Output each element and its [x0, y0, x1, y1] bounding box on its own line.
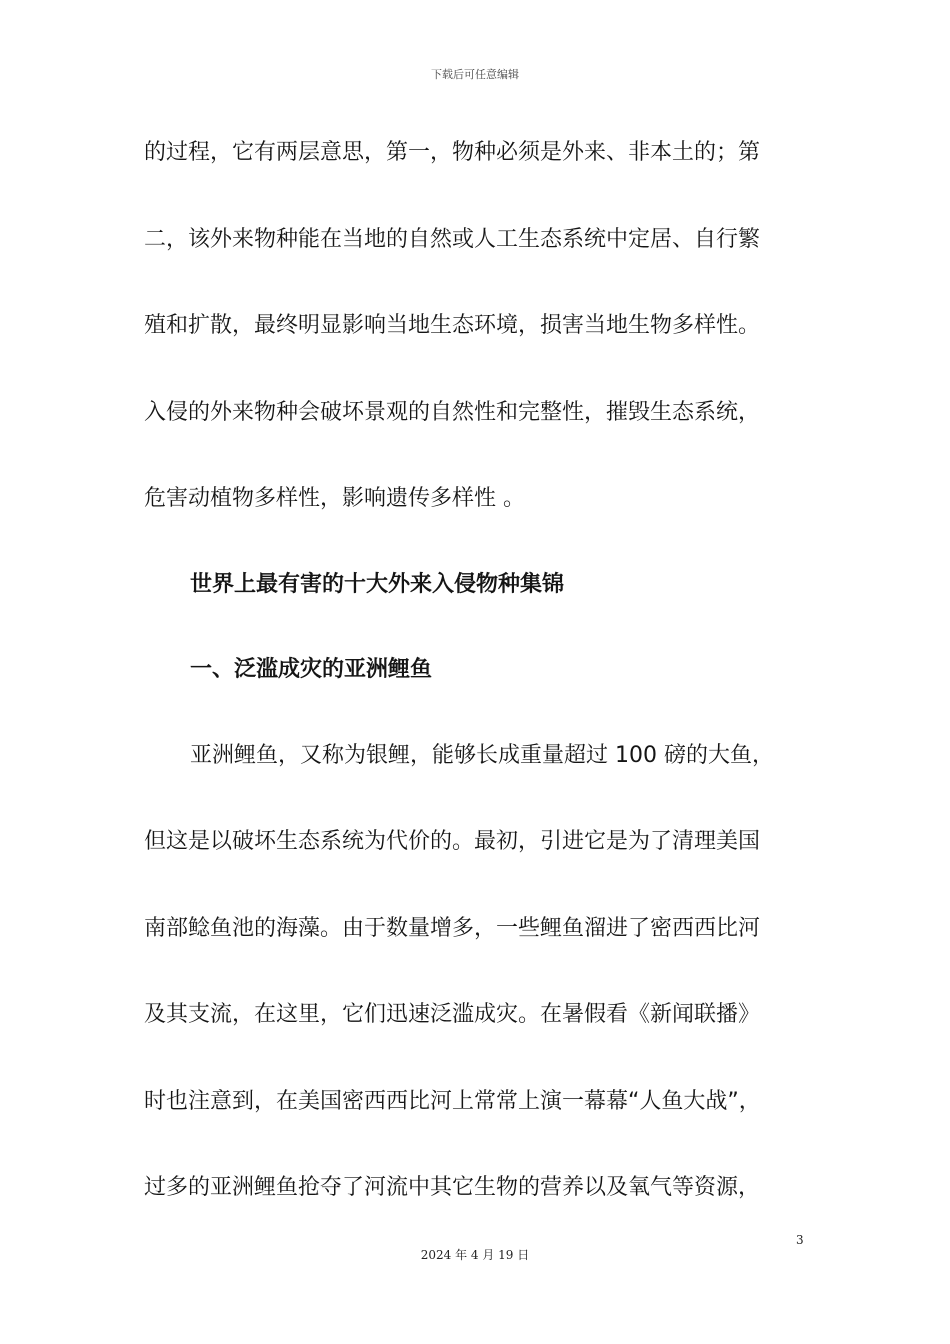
body-text-line: 危害动植物多样性，影响遗传多样性 。 — [144, 486, 525, 511]
section-title: 世界上最有害的十大外来入侵物种集锦 — [190, 572, 565, 597]
page-footer-date: 2024 年 4 月 19 日 — [420, 1248, 530, 1262]
body-text-line: 及其支流，在这里，它们迅速泛滥成灾。在暑假看《新闻联播》 — [144, 1002, 761, 1027]
body-text-line: 入侵的外来物种会破坏景观的自然性和完整性，摧毁生态系统， — [144, 400, 761, 425]
body-text-line: 的过程，它有两层意思，第一，物种必须是外来、非本土的；第 — [144, 140, 761, 165]
subsection-title: 一、泛滥成灾的亚洲鲤鱼 — [190, 657, 433, 682]
page-number: 3 — [796, 1233, 804, 1247]
body-text-line: 但这是以破坏生态系统为代价的。最初，引进它是为了清理美国 — [144, 829, 761, 854]
body-text-line: 时也注意到，在美国密西西比河上常常上演一幕幕“人鱼大战”， — [144, 1089, 761, 1114]
body-text-line: 二，该外来物种能在当地的自然或人工生态系统中定居、自行繁 — [144, 227, 761, 252]
body-text-line: 南部鲶鱼池的海藻。由于数量增多，一些鲤鱼溜进了密西西比河 — [144, 916, 761, 941]
body-text-line: 殖和扩散，最终明显影响当地生态环境，损害当地生物多样性。 — [144, 313, 761, 338]
body-text-line: 亚洲鲤鱼，又称为银鲤，能够长成重量超过 100 磅的大鱼， — [190, 743, 774, 768]
body-text-line: 过多的亚洲鲤鱼抢夺了河流中其它生物的营养以及氧气等资源， — [144, 1175, 761, 1200]
page-header: 下载后可任意编辑 — [431, 68, 519, 81]
